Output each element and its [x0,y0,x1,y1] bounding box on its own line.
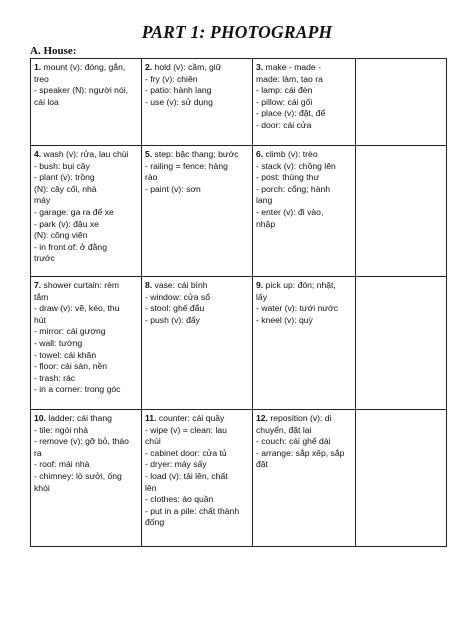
vocab-line [34,85,139,97]
vocab-text: made: làm, tạo ra [256,73,323,84]
vocab-text: make - made - [263,62,321,72]
vocab-cell-empty [356,277,447,410]
vocab-line [256,85,353,97]
item-number: 9. [256,280,264,290]
vocab-text: - paint (v): sơn [145,183,201,194]
vocab-line [34,149,139,161]
vocab-text: tắm [34,291,49,302]
vocab-line [34,350,139,362]
item-number: 10. [34,413,46,423]
vocab-text: wash (v): rửa, lau chùi [41,149,129,159]
vocab-line [145,425,250,437]
vocab-text: - wipe (v) = clean: lau [145,424,227,435]
vocab-text: - remove (v): gỡ bỏ, tháo [34,436,129,447]
table-row [31,146,447,277]
item-number: 1. [34,62,42,72]
vocab-text: - stack (v): chồng lên [256,160,336,171]
vocab-text: - window: cửa sổ [145,291,210,302]
vocab-line [34,315,139,327]
vocab-cell [31,277,142,410]
vocab-cell [142,277,253,410]
vocab-text: - kneel (v): quỳ [256,314,313,325]
vocab-line [34,436,139,448]
vocab-line [34,384,139,396]
vocab-cell [253,146,356,277]
vocab-line [256,74,353,86]
vocab-text: nhập [256,218,276,229]
vocab-line [145,184,250,196]
vocab-text: - draw (v): vẽ, kéo, thu [34,303,120,314]
vocab-line [34,230,139,242]
vocab-text: - floor: cái sàn, nền [34,361,108,372]
vocab-text: - pillow: cái gối [256,96,313,107]
vocab-text: - lamp: cái đèn [256,85,313,96]
vocab-cell [253,59,356,146]
item-number: 8. [145,280,153,290]
vocab-line [145,303,250,315]
vocab-text: - plant (v): trồng [34,172,95,183]
vocab-line [34,62,139,74]
vocab-line [145,149,250,161]
vocab-text: - towel: cái khăn [34,349,97,360]
vocab-text: - dryer: máy sấy [145,459,207,470]
vocab-line [34,448,139,460]
vocab-text: - roof: mái nhà [34,459,90,470]
vocab-text: cái loa [34,96,59,107]
vocab-text: step: bậc thang; bước [152,149,239,159]
vocab-text: counter: cái quầy [156,413,225,423]
vocab-line [145,494,250,506]
vocab-line [34,413,139,425]
vocab-line [256,120,353,132]
vocab-text: rào [145,172,158,183]
item-number: 11. [145,413,157,423]
vocab-line [256,195,353,207]
vocab-line [34,253,139,265]
vocab-text: - mirror: cái gương [34,326,106,337]
vocab-line [34,459,139,471]
vocab-line [145,85,250,97]
vocab-text: - load (v): tải lên, chất [145,470,228,481]
item-number: 4. [34,149,42,159]
vocab-text: - post: thùng thư [256,172,320,183]
vocab-text: - stool: ghế đẩu [145,303,205,314]
vocab-line [256,108,353,120]
vocab-text: treo [34,73,49,84]
vocab-text: - tile: ngói nhà [34,424,88,435]
vocab-line [256,97,353,109]
vocab-line [256,303,353,315]
page-title: PART 1: PHOTOGRAPH [141,22,333,42]
vocab-cell [31,410,142,547]
vocab-cell [31,146,142,277]
vocab-line [34,172,139,184]
vocab-text: - trash: rác [34,372,76,383]
vocab-line [256,219,353,231]
vocab-line [256,448,353,460]
vocab-line [256,425,353,437]
vocab-line [145,292,250,304]
vocab-text: mount (v): đóng, gắn, [41,62,126,72]
vocab-line [145,459,250,471]
vocab-text: - patio: hành lang [145,85,212,96]
vocab-text: climb (v): trèo [263,149,318,159]
vocab-line [34,425,139,437]
vocab-cell [253,277,356,410]
table-row [31,277,447,410]
vocab-line [256,172,353,184]
vocab-text: - cabinet door: cửa tủ [145,447,227,458]
vocab-line [256,459,353,471]
vocab-line [256,184,353,196]
vocab-line [145,161,250,173]
vocab-line [145,448,250,460]
vocab-line [34,373,139,385]
vocab-cell [142,59,253,146]
vocab-text: khói [34,482,50,493]
vocab-cell-empty [356,410,447,547]
vocab-text: - door: cái cửa [256,119,312,130]
vocab-line [34,242,139,254]
vocab-text: - clothes: áo quần [145,494,214,505]
vocab-line [145,506,250,518]
vocab-line [256,207,353,219]
vocab-text: - in a corner: trong góc [34,384,121,395]
vocab-cell [31,59,142,146]
vocab-text: trước [34,253,55,264]
vocab-line [145,471,250,483]
vocab-text: lên [145,482,157,493]
vocab-line [34,195,139,207]
vocab-text: - couch: cái ghế dài [256,436,331,447]
vocab-text: - garage: ga ra để xe [34,206,114,217]
vocab-text: hold (v): cầm, giữ [152,62,222,72]
item-number: 5. [145,149,153,159]
vocab-cell [142,146,253,277]
vocab-text: - chimney: lò sưởi, ống [34,470,122,481]
vocab-line [256,161,353,173]
vocab-line [145,315,250,327]
vocab-text: - railing = fence: hàng [145,160,228,171]
vocab-text: - enter (v): đi vào, [256,206,324,217]
vocab-text: pick up: đón; nhặt, [263,280,336,290]
vocab-line [34,326,139,338]
vocab-line [256,149,353,161]
vocab-line [34,280,139,292]
vocab-line [34,471,139,483]
vocab-line [145,413,250,425]
vocab-line [256,436,353,448]
vocab-text: ra [34,447,42,458]
vocab-text: - park (v): đậu xe [34,218,99,229]
vocab-line [256,413,353,425]
vocab-line [256,280,353,292]
vocab-text: chùi [145,436,161,447]
vocab-line [145,62,250,74]
vocabulary-table [30,58,447,547]
vocab-text: - porch: cổng; hành [256,183,331,194]
section-heading: A. House: [30,45,77,57]
vocab-line [34,207,139,219]
vocab-line [145,483,250,495]
vocab-line [34,292,139,304]
vocab-line [34,361,139,373]
vocab-text: - bush: bụi cây [34,160,90,171]
vocab-cell-empty [356,146,447,277]
vocab-text: máy [34,195,51,206]
vocab-line [34,184,139,196]
vocab-line [34,74,139,86]
table-row [31,410,447,547]
item-number: 3. [256,62,264,72]
vocab-text: vase: cái bình [152,280,208,290]
vocab-cell-empty [356,59,447,146]
vocab-line [34,161,139,173]
vocab-text: - wall: tường [34,337,83,348]
vocab-line [34,303,139,315]
vocab-text: (N): cây cối, nhà [34,183,97,194]
vocab-line [145,280,250,292]
vocab-line [34,97,139,109]
item-number: 7. [34,280,42,290]
vocab-line [34,219,139,231]
table-row [31,59,447,146]
vocab-text: - push (v): đẩy [145,314,200,325]
vocab-text: reposition (v): di [267,413,332,423]
vocab-line [256,62,353,74]
vocab-line [145,436,250,448]
vocab-text: ladder: cái thang [45,413,112,423]
vocab-line [34,338,139,350]
vocab-cell [253,410,356,547]
vocab-text: hút [34,314,46,325]
vocab-text: lang [256,195,273,206]
vocab-text: - speaker (N): người nói, [34,85,129,96]
item-number: 6. [256,149,264,159]
vocab-line [145,172,250,184]
vocab-text: chuyển, đặt lại [256,424,312,435]
vocab-line [145,97,250,109]
vocab-line [256,292,353,304]
item-number: 12. [256,413,268,423]
vocab-line [34,483,139,495]
vocab-text: đống [145,517,165,528]
vocab-line [145,517,250,529]
vocab-text: - in front of: ở đằng [34,241,107,252]
vocab-text: - water (v): tưới nước [256,303,338,314]
item-number: 2. [145,62,153,72]
vocab-text: - fry (v): chiên [145,73,198,84]
vocab-line [145,74,250,86]
vocab-cell [142,410,253,547]
vocab-text: - use (v): sử dụng [145,96,213,107]
vocab-text: (N): công viên [34,230,88,241]
vocab-text: đặt [256,459,268,470]
vocab-text: shower curtain: rèm [41,280,120,290]
vocab-text: lấy [256,291,267,302]
vocab-text: - arrange: sắp xếp, sắp [256,447,345,458]
vocab-line [256,315,353,327]
vocab-text: - put in a pile: chất thành [145,505,240,516]
vocab-text: - place (v): đặt, để [256,108,326,119]
